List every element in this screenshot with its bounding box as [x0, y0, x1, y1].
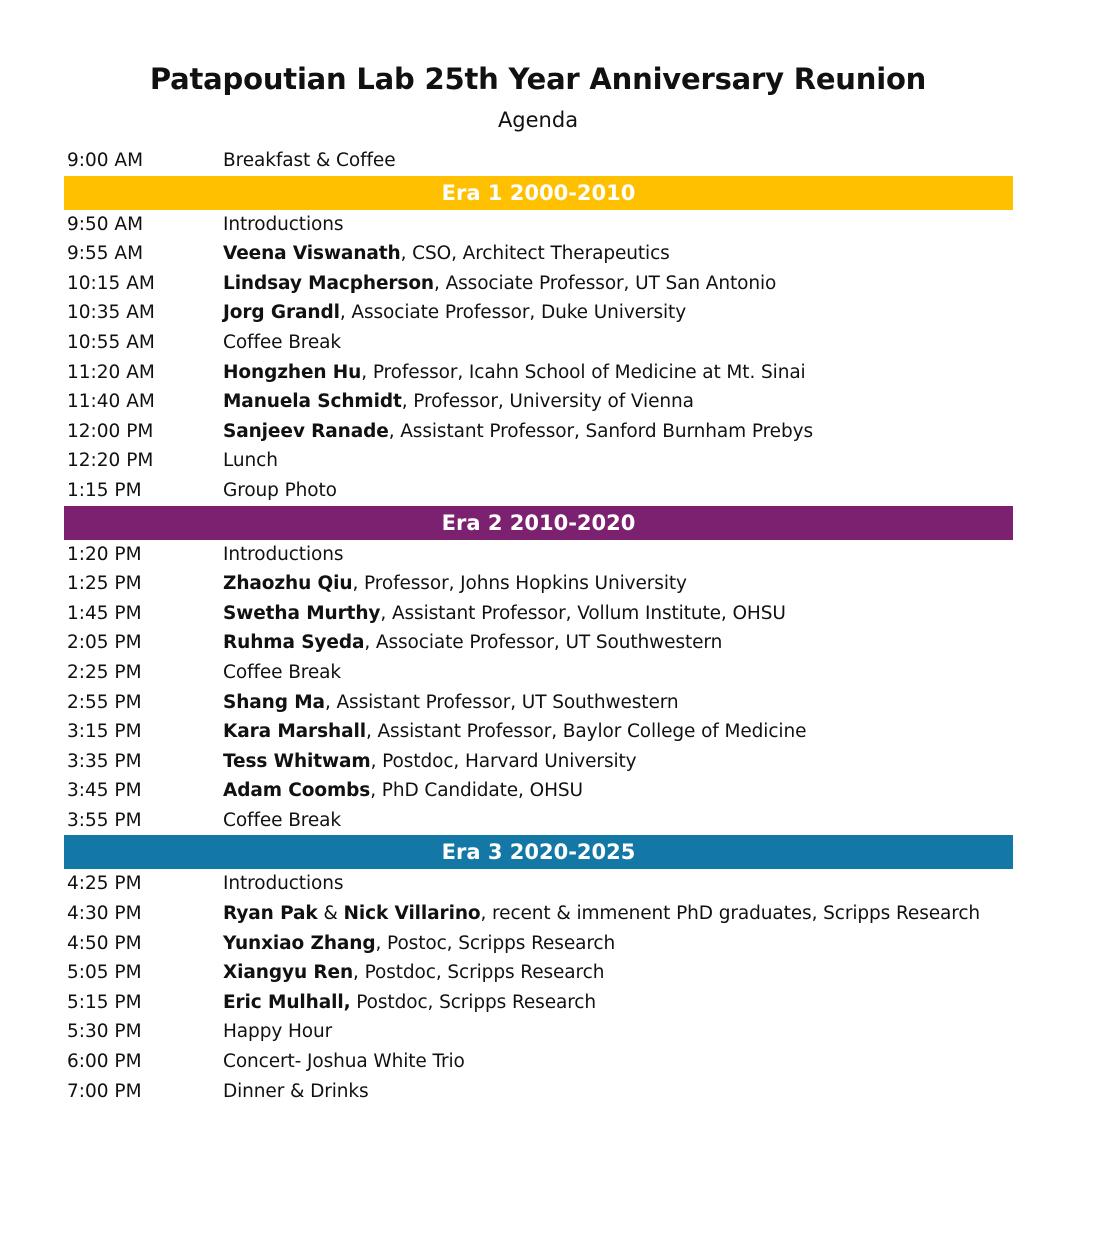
agenda-row — [64, 658, 1013, 688]
speaker-detail: , CSO, Architect Therapeutics — [400, 243, 670, 265]
agenda-row — [64, 328, 1013, 358]
row-plain: Group Photo — [223, 479, 337, 501]
row-time: 1:20 PM — [67, 543, 142, 565]
speaker-name: Zhaozhu Qiu — [223, 573, 353, 595]
row-desc — [223, 1077, 369, 1107]
speaker-detail: , Associate Professor, UT Southwestern — [364, 632, 723, 654]
row-time: 10:35 AM — [67, 302, 155, 324]
speaker-detail: , Professor, Icahn School of Medicine at Mt. Sinai — [361, 361, 806, 383]
row-time: 3:45 PM — [67, 780, 142, 802]
row-time: 7:00 PM — [67, 1080, 142, 1102]
agenda-row — [64, 1017, 1013, 1047]
row-time: 9:00 AM — [67, 150, 144, 171]
row-time: 11:20 AM — [67, 361, 155, 383]
row-time: 2:55 PM — [67, 691, 142, 713]
row-time: 3:55 PM — [67, 809, 142, 831]
row-time: 3:35 PM — [67, 750, 142, 772]
speaker-name: Sanjeev Ranade — [223, 420, 389, 442]
speaker-detail: , Assistant Professor, Sanford Burnham Prebys — [388, 420, 813, 442]
agenda-row — [64, 717, 1013, 747]
row-time: 1:45 PM — [67, 602, 142, 624]
row-desc — [223, 358, 806, 388]
row-desc — [223, 1047, 465, 1077]
speaker-name: Manuela Schmidt — [223, 391, 402, 413]
row-time: 1:15 PM — [67, 479, 142, 501]
speaker-detail: , Professor, University of Vienna — [401, 391, 694, 413]
row-time: 1:25 PM — [67, 573, 142, 595]
agenda-row — [64, 599, 1013, 629]
agenda-row — [64, 899, 1013, 929]
row-time: 12:00 PM — [67, 420, 154, 442]
row-desc — [223, 269, 776, 299]
row-desc — [223, 717, 806, 747]
row-desc — [223, 988, 596, 1018]
speaker-name: Yunxiao Zhang — [223, 932, 376, 954]
speaker-name: Adam Coombs — [223, 780, 371, 802]
agenda-row — [64, 476, 1013, 506]
agenda-row — [64, 446, 1013, 476]
speaker-detail: , Assistant Professor, UT Southwestern — [324, 691, 679, 713]
row-plain: Dinner & Drinks — [223, 1080, 369, 1102]
row-plain: Happy Hour — [223, 1021, 333, 1043]
speaker-name: Ruhma Syeda — [223, 632, 365, 654]
row-desc — [223, 239, 670, 269]
row-plain: Introductions — [223, 213, 344, 235]
row-desc — [223, 569, 687, 599]
row-desc — [223, 958, 604, 988]
speaker-name: Hongzhen Hu — [223, 361, 362, 383]
agenda-row — [64, 806, 1013, 836]
row-desc — [223, 599, 786, 629]
speaker-name: Eric Mulhall, — [223, 991, 351, 1013]
speaker-name: Tess Whitwam — [223, 750, 371, 772]
row-desc — [223, 776, 583, 806]
agenda-row — [64, 958, 1013, 988]
row-desc — [223, 210, 343, 240]
row-desc — [223, 476, 337, 506]
row-desc — [223, 806, 341, 836]
agenda-row — [64, 869, 1013, 899]
row-desc — [223, 417, 813, 447]
row-plain: Introductions — [223, 543, 344, 565]
row-desc — [223, 1017, 332, 1047]
row-time: 10:15 AM — [67, 272, 155, 294]
speaker-detail: , Assistant Professor, Vollum Institute, OHSU — [380, 602, 786, 624]
era-1-banner: Era 1 2000-2010 — [64, 176, 1013, 210]
agenda-row — [64, 269, 1013, 299]
row-time: 2:05 PM — [67, 632, 142, 654]
row-desc — [223, 328, 341, 358]
row-time: 4:50 PM — [67, 932, 142, 954]
row-desc — [223, 929, 615, 959]
row-plain: Breakfast & Coffee — [223, 150, 396, 171]
page-title: Patapoutian Lab 25th Year Anniversary Reunion — [149, 62, 927, 96]
row-time: 10:55 AM — [67, 331, 155, 353]
speaker-detail: , Professor, Johns Hopkins University — [352, 573, 687, 595]
agenda-row — [64, 358, 1013, 388]
row-time: 11:40 AM — [67, 391, 155, 413]
era-3-banner: Era 3 2020-2025 — [64, 835, 1013, 869]
agenda-row — [64, 1077, 1013, 1107]
speaker-name: Shang Ma — [223, 691, 325, 713]
speaker-name: Ryan Pak — [223, 903, 318, 925]
row-desc — [223, 387, 694, 417]
agenda-row — [64, 628, 1013, 658]
agenda-row — [64, 747, 1013, 777]
agenda-row — [64, 298, 1013, 328]
row-desc — [223, 298, 686, 328]
speaker-detail: , Associate Professor, Duke University — [339, 302, 687, 324]
agenda-row — [64, 988, 1013, 1018]
row-time: 5:15 PM — [67, 991, 142, 1013]
speaker-name: Xiangyu Ren — [223, 962, 354, 984]
row-desc — [223, 747, 637, 777]
row-plain: Introductions — [223, 873, 344, 895]
era-2-banner: Era 2 2010-2020 — [64, 506, 1013, 540]
agenda-list — [64, 146, 1013, 1106]
row-time: 3:15 PM — [67, 721, 142, 743]
row-plain: Concert- Joshua White Trio — [223, 1051, 465, 1073]
agenda-row — [64, 417, 1013, 447]
speaker-joiner: & — [317, 903, 344, 925]
speaker-detail: Postdoc, Scripps Research — [350, 991, 597, 1013]
row-desc — [223, 540, 343, 570]
row-desc — [223, 628, 722, 658]
speaker-detail: , recent & immenent PhD graduates, Scripps Research — [480, 903, 981, 925]
agenda-row — [64, 387, 1013, 417]
row-plain: Lunch — [223, 450, 278, 472]
row-time: 9:50 AM — [67, 213, 144, 235]
agenda-row — [64, 569, 1013, 599]
agenda-row — [64, 688, 1013, 718]
agenda-row — [64, 776, 1013, 806]
row-time: 2:25 PM — [67, 661, 142, 683]
page-subtitle: Agenda — [497, 108, 579, 132]
speaker-detail: , PhD Candidate, OHSU — [370, 780, 583, 802]
row-desc — [223, 146, 395, 176]
row-plain: Coffee Break — [223, 809, 342, 831]
row-time: 5:30 PM — [67, 1021, 142, 1043]
row-time: 4:25 PM — [67, 873, 142, 895]
agenda-row — [64, 146, 1013, 176]
speaker-name: Kara Marshall — [223, 721, 366, 743]
row-desc — [223, 869, 343, 899]
agenda-row — [64, 210, 1013, 240]
speaker-name: Lindsay Macpherson — [223, 272, 435, 294]
row-time: 9:55 AM — [67, 243, 144, 265]
row-desc — [223, 688, 679, 718]
speaker-detail: , Postdoc, Harvard University — [370, 750, 637, 772]
speaker-name: Veena Viswanath — [223, 243, 401, 265]
row-plain: Coffee Break — [223, 661, 342, 683]
speaker-name: Jorg Grandl — [223, 302, 340, 324]
row-time: 5:05 PM — [67, 962, 142, 984]
agenda-row — [64, 239, 1013, 269]
row-desc — [223, 658, 341, 688]
row-desc — [223, 899, 980, 929]
row-time: 12:20 PM — [67, 450, 154, 472]
speaker-detail: , Associate Professor, UT San Antonio — [434, 272, 777, 294]
speaker-name: Swetha Murthy — [223, 602, 381, 624]
speaker-detail: , Postoc, Scripps Research — [375, 932, 616, 954]
speaker-detail: , Postdoc, Scripps Research — [353, 962, 605, 984]
row-time: 6:00 PM — [67, 1051, 142, 1073]
agenda-row — [64, 929, 1013, 959]
speaker-name-2: Nick Villarino — [343, 903, 481, 925]
agenda-row — [64, 540, 1013, 570]
row-desc — [223, 446, 278, 476]
agenda-row — [64, 1047, 1013, 1077]
speaker-detail: , Assistant Professor, Baylor College of Medicine — [365, 721, 807, 743]
row-time: 4:30 PM — [67, 903, 142, 925]
row-plain: Coffee Break — [223, 331, 342, 353]
